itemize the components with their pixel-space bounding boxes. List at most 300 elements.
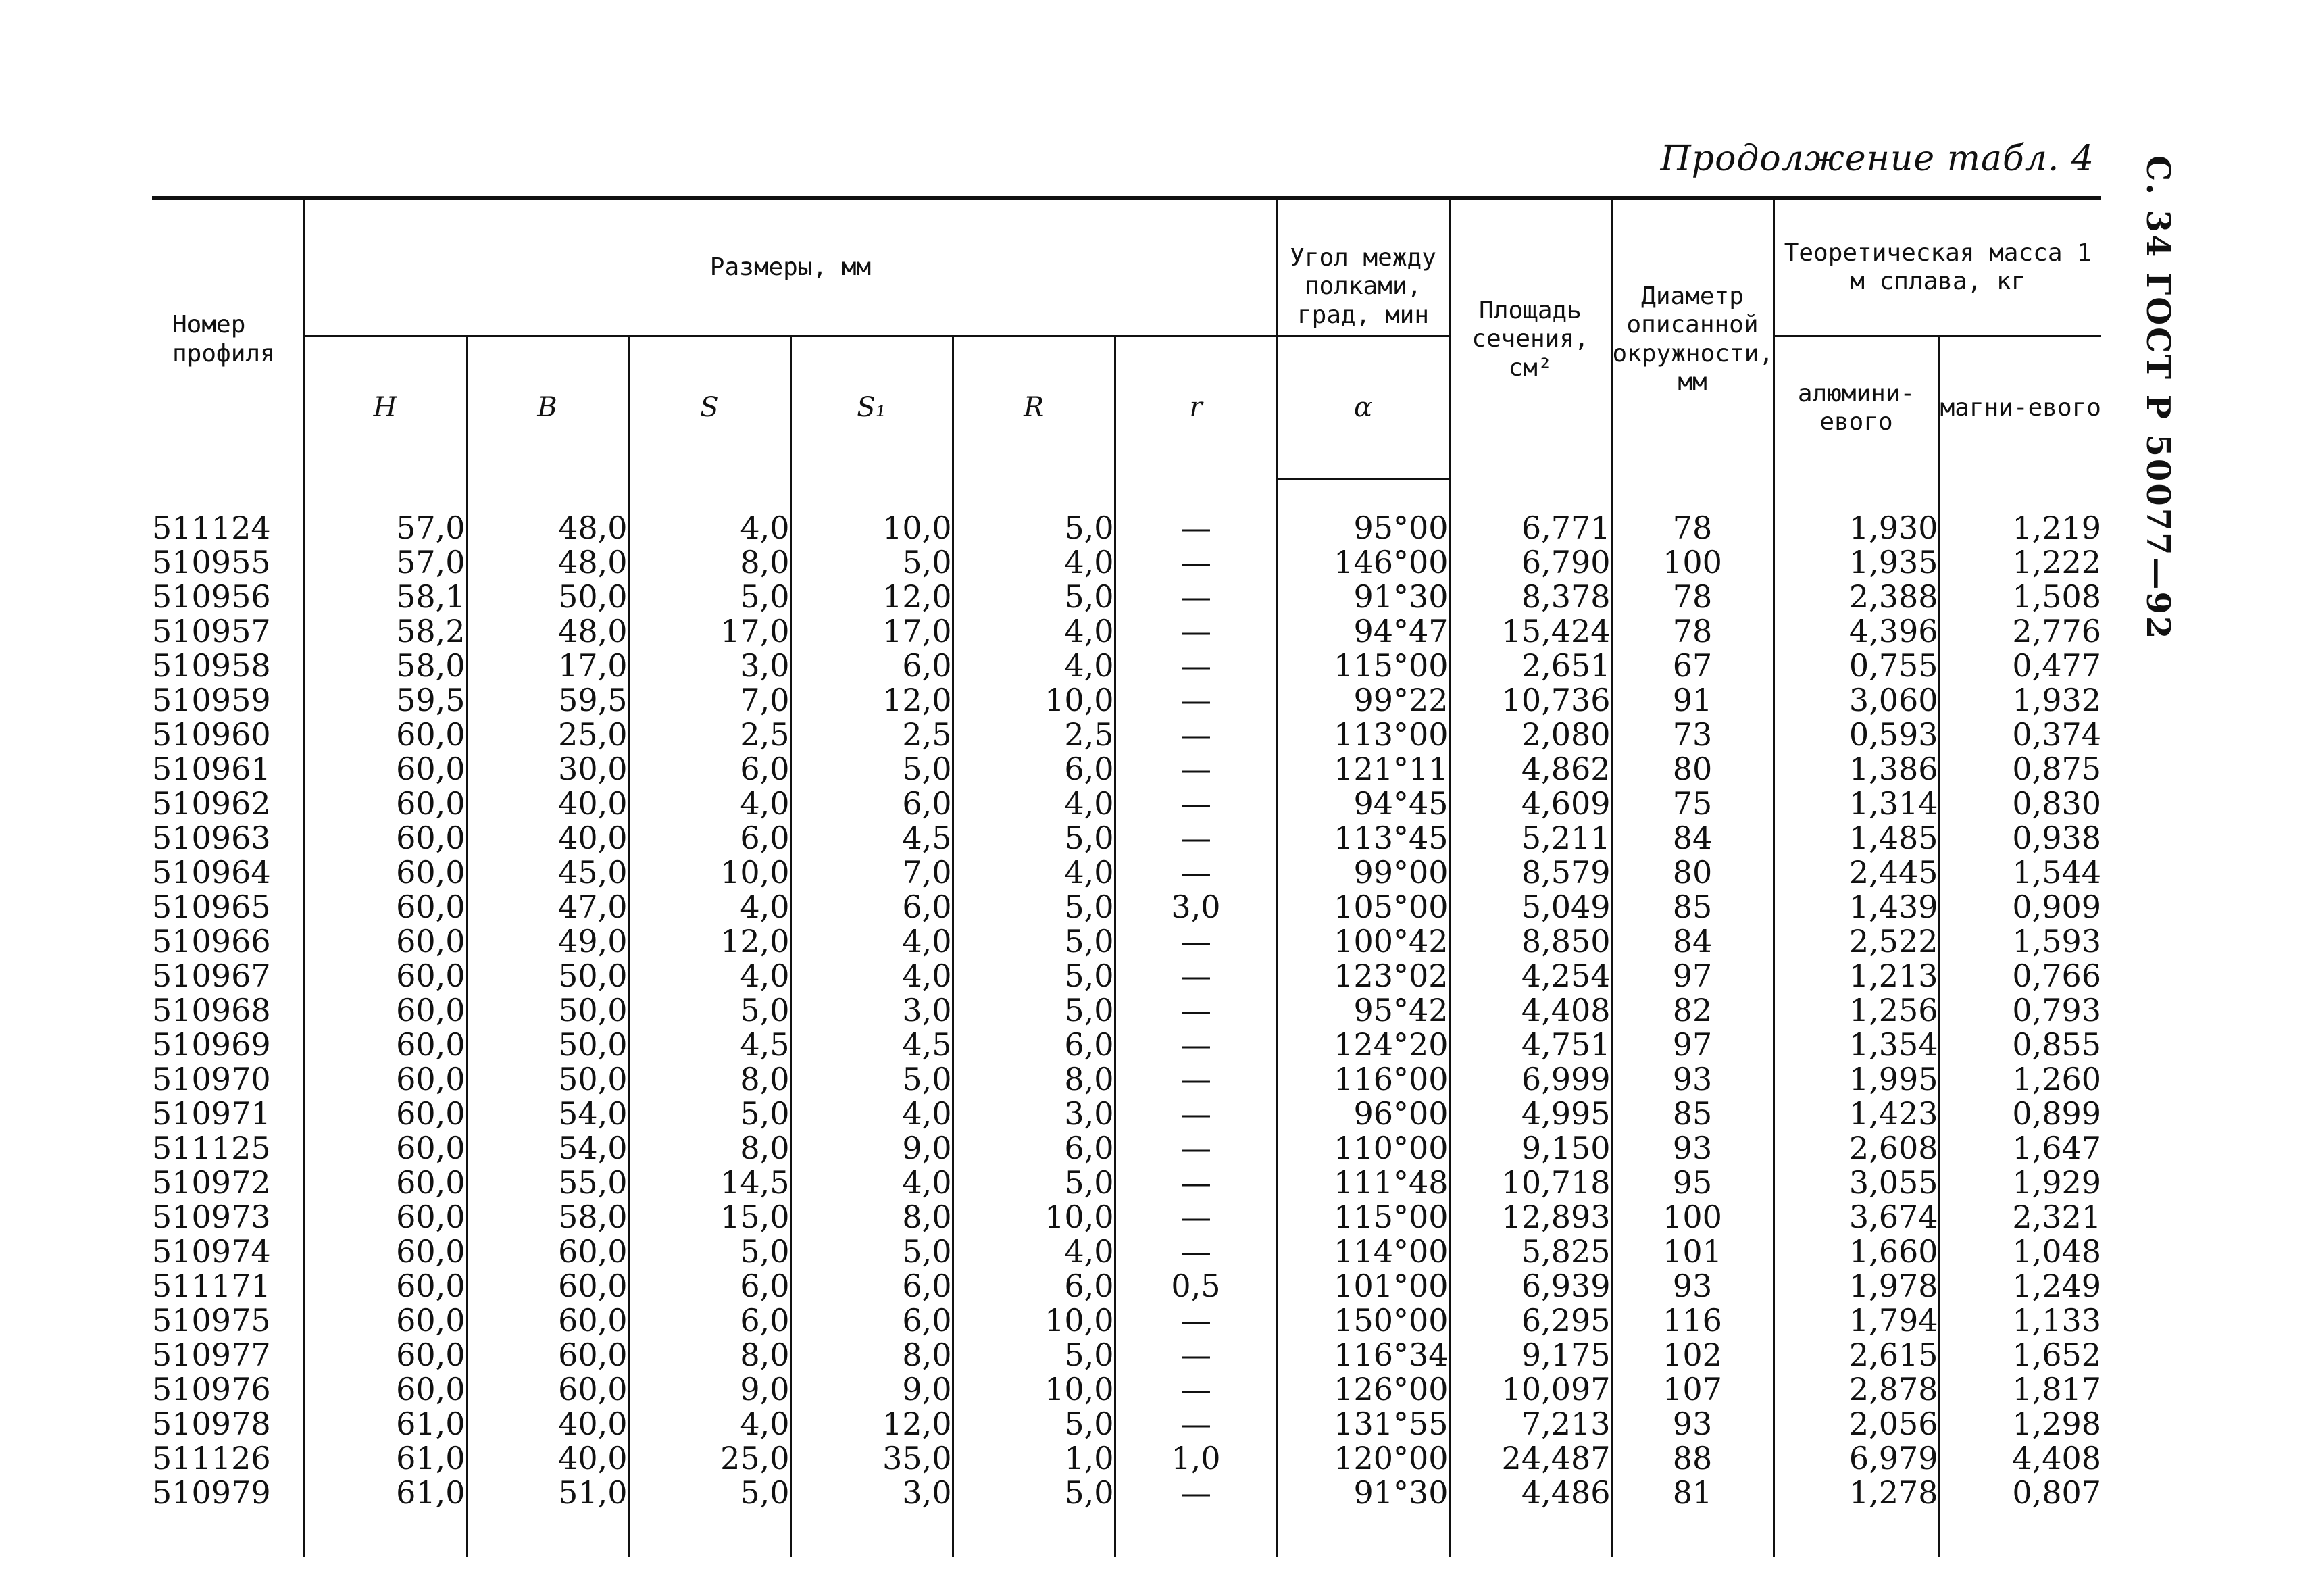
profiles-table [152, 196, 2101, 1557]
cell-dim-r-lower: — [1115, 787, 1277, 821]
cell-dim-s1: 5,0 [790, 1235, 953, 1269]
cell-diameter: 84 [1611, 821, 1774, 855]
cell-dim-r-upper: 2,5 [953, 718, 1115, 752]
cell-dim-r-upper: 10,0 [953, 1372, 1115, 1407]
cell-area: 9,175 [1449, 1338, 1611, 1372]
cell-angle: 126°00 [1277, 1372, 1449, 1407]
cell-mass-magnesium: 1,222 [1939, 545, 2101, 580]
cell-dim-s1: 5,0 [790, 1062, 953, 1097]
cell-dim-s: 12,0 [628, 924, 790, 959]
table-row [152, 1269, 2101, 1303]
cell-dim-h: 60,0 [304, 1097, 466, 1131]
table-row [152, 1303, 2101, 1338]
cell-dim-b: 50,0 [466, 1062, 628, 1097]
cell-diameter: 91 [1611, 683, 1774, 718]
cell-mass-magnesium: 1,260 [1939, 1062, 2101, 1097]
cell-dim-s: 15,0 [628, 1200, 790, 1235]
cell-profile-number: 510967 [152, 957, 271, 994]
cell-dim-s1: 4,0 [790, 959, 953, 993]
cell-angle: 94°47 [1277, 614, 1449, 649]
table-row [152, 1372, 2101, 1407]
cell-area: 4,408 [1449, 993, 1611, 1028]
cell-dim-r-lower: — [1115, 1131, 1277, 1166]
cell-angle: 99°22 [1277, 683, 1449, 718]
cell-area: 4,254 [1449, 959, 1611, 993]
cell-dim-s: 6,0 [628, 1269, 790, 1303]
cell-dim-r-upper: 10,0 [953, 1200, 1115, 1235]
cell-dim-r-lower: — [1115, 752, 1277, 787]
cell-dim-r-upper: 5,0 [953, 1407, 1115, 1441]
cell-area: 8,579 [1449, 855, 1611, 890]
header-dim-h: H [304, 336, 466, 480]
cell-profile-number: 510971 [152, 1095, 271, 1132]
cell-dim-h: 60,0 [304, 1062, 466, 1097]
cell-mass-magnesium: 0,374 [1939, 718, 2101, 752]
cell-dim-r-lower: — [1115, 1200, 1277, 1235]
cell-dim-h: 59,5 [304, 683, 466, 718]
table-row [152, 1407, 2101, 1441]
cell-dim-h: 60,0 [304, 890, 466, 924]
cell-dim-b: 47,0 [466, 890, 628, 924]
cell-mass-magnesium: 1,219 [1939, 511, 2101, 545]
table-body [152, 479, 2101, 1557]
table-row [152, 1476, 2101, 1510]
cell-dim-r-lower: — [1115, 649, 1277, 683]
cell-dim-r-upper: 5,0 [953, 1166, 1115, 1200]
cell-mass-aluminium: 3,060 [1774, 683, 1939, 718]
cell-dim-s1: 6,0 [790, 649, 953, 683]
cell-angle: 111°48 [1277, 1166, 1449, 1200]
cell-angle: 95°00 [1277, 511, 1449, 545]
table-caption: Продолжение табл. 4 [1660, 139, 2094, 179]
cell-dim-s1: 6,0 [790, 787, 953, 821]
cell-dim-r-upper: 5,0 [953, 821, 1115, 855]
header-dim-s: S [628, 336, 790, 480]
cell-diameter: 75 [1611, 787, 1774, 821]
cell-area: 5,049 [1449, 890, 1611, 924]
cell-diameter: 80 [1611, 752, 1774, 787]
cell-dim-r-lower: — [1115, 855, 1277, 890]
cell-dim-r-lower: — [1115, 683, 1277, 718]
cell-profile-number: 510976 [152, 1371, 271, 1407]
cell-area: 6,939 [1449, 1269, 1611, 1303]
cell-dim-h: 60,0 [304, 924, 466, 959]
header-profile-number: Номер профиля [152, 198, 304, 479]
cell-dim-s1: 2,5 [790, 718, 953, 752]
cell-mass-aluminium: 1,213 [1774, 959, 1939, 993]
cell-profile-number: 510974 [152, 1233, 271, 1270]
cell-dim-r-upper: 6,0 [953, 1269, 1115, 1303]
cell-dim-s: 3,0 [628, 649, 790, 683]
cell-dim-s1: 17,0 [790, 614, 953, 649]
cell-dim-r-upper: 3,0 [953, 1097, 1115, 1131]
cell-dim-r-lower: — [1115, 1372, 1277, 1407]
header-dim-r-lower: r [1115, 336, 1277, 480]
table-header [152, 198, 2101, 479]
cell-area: 5,211 [1449, 821, 1611, 855]
table-row [152, 718, 2101, 752]
cell-dim-h: 60,0 [304, 718, 466, 752]
cell-mass-magnesium: 1,652 [1939, 1338, 2101, 1372]
cell-profile-number: 510962 [152, 785, 271, 822]
cell-angle: 120°00 [1277, 1441, 1449, 1476]
cell-diameter: 107 [1611, 1372, 1774, 1407]
cell-dim-h: 60,0 [304, 1200, 466, 1235]
table-row [152, 924, 2101, 959]
cell-angle: 95°42 [1277, 993, 1449, 1028]
cell-area: 7,213 [1449, 1407, 1611, 1441]
cell-dim-s1: 12,0 [790, 580, 953, 614]
cell-area: 8,378 [1449, 580, 1611, 614]
cell-profile-number: 510968 [152, 992, 271, 1028]
cell-mass-aluminium: 2,445 [1774, 855, 1939, 890]
cell-dim-s: 4,0 [628, 890, 790, 924]
cell-mass-aluminium: 1,485 [1774, 821, 1939, 855]
cell-dim-h: 60,0 [304, 752, 466, 787]
cell-mass-magnesium: 0,793 [1939, 993, 2101, 1028]
cell-mass-magnesium: 4,408 [1939, 1441, 2101, 1476]
table-row [152, 787, 2101, 821]
cell-dim-h: 58,2 [304, 614, 466, 649]
cell-diameter: 100 [1611, 1200, 1774, 1235]
cell-mass-magnesium: 1,298 [1939, 1407, 2101, 1441]
cell-mass-aluminium: 0,593 [1774, 718, 1939, 752]
table-row [152, 993, 2101, 1028]
cell-dim-b: 30,0 [466, 752, 628, 787]
cell-area: 6,771 [1449, 511, 1611, 545]
cell-area: 6,295 [1449, 1303, 1611, 1338]
cell-mass-magnesium: 0,855 [1939, 1028, 2101, 1062]
cell-dim-r-upper: 5,0 [953, 959, 1115, 993]
cell-dim-s: 8,0 [628, 1131, 790, 1166]
cell-dim-h: 57,0 [304, 511, 466, 545]
table-row [152, 1131, 2101, 1166]
cell-angle: 116°34 [1277, 1338, 1449, 1372]
cell-dim-b: 60,0 [466, 1235, 628, 1269]
cell-dim-s1: 3,0 [790, 1476, 953, 1510]
cell-dim-s1: 6,0 [790, 1269, 953, 1303]
cell-mass-magnesium: 1,249 [1939, 1269, 2101, 1303]
cell-mass-magnesium: 2,776 [1939, 614, 2101, 649]
cell-dim-b: 54,0 [466, 1131, 628, 1166]
cell-mass-aluminium: 1,386 [1774, 752, 1939, 787]
cell-dim-h: 60,0 [304, 1166, 466, 1200]
cell-dim-r-lower: — [1115, 1303, 1277, 1338]
header-mass-magnesium: магни-евого [1939, 336, 2101, 480]
cell-diameter: 73 [1611, 718, 1774, 752]
cell-profile-number: 511171 [152, 1268, 271, 1304]
cell-area: 4,609 [1449, 787, 1611, 821]
cell-diameter: 102 [1611, 1338, 1774, 1372]
cell-area: 10,736 [1449, 683, 1611, 718]
cell-dim-r-upper: 5,0 [953, 924, 1115, 959]
cell-dim-s: 2,5 [628, 718, 790, 752]
cell-diameter: 88 [1611, 1441, 1774, 1476]
cell-dim-r-upper: 5,0 [953, 511, 1115, 545]
cell-profile-number: 510970 [152, 1061, 271, 1097]
cell-mass-magnesium: 0,477 [1939, 649, 2101, 683]
table-row [152, 821, 2101, 855]
cell-area: 4,862 [1449, 752, 1611, 787]
cell-mass-aluminium: 1,794 [1774, 1303, 1939, 1338]
cell-dim-r-lower: — [1115, 718, 1277, 752]
table-row [152, 1200, 2101, 1235]
cell-dim-s: 10,0 [628, 855, 790, 890]
cell-dim-s: 5,0 [628, 1097, 790, 1131]
table-row [152, 1097, 2101, 1131]
cell-dim-s1: 6,0 [790, 890, 953, 924]
cell-diameter: 116 [1611, 1303, 1774, 1338]
cell-dim-r-upper: 4,0 [953, 649, 1115, 683]
cell-dim-r-lower: — [1115, 614, 1277, 649]
cell-angle: 100°42 [1277, 924, 1449, 959]
cell-dim-r-lower: — [1115, 511, 1277, 545]
cell-dim-s: 5,0 [628, 1235, 790, 1269]
cell-mass-aluminium: 1,439 [1774, 890, 1939, 924]
cell-mass-magnesium: 0,766 [1939, 959, 2101, 993]
cell-dim-s1: 8,0 [790, 1338, 953, 1372]
cell-dim-r-lower: 3,0 [1115, 890, 1277, 924]
cell-area: 9,150 [1449, 1131, 1611, 1166]
header-dimensions-group: Размеры, мм [304, 198, 1277, 336]
cell-angle: 146°00 [1277, 545, 1449, 580]
cell-area: 15,424 [1449, 614, 1611, 649]
cell-mass-magnesium: 1,048 [1939, 1235, 2101, 1269]
header-mass-group: Теоретическая масса 1 м сплава, кг [1774, 198, 2101, 336]
cell-dim-s1: 7,0 [790, 855, 953, 890]
cell-mass-magnesium: 1,133 [1939, 1303, 2101, 1338]
header-dim-s1: S₁ [790, 336, 953, 480]
cell-dim-s1: 9,0 [790, 1372, 953, 1407]
cell-dim-h: 60,0 [304, 1269, 466, 1303]
cell-dim-s: 4,0 [628, 1407, 790, 1441]
cell-profile-number: 510955 [152, 544, 271, 580]
cell-dim-b: 50,0 [466, 959, 628, 993]
cell-dim-b: 60,0 [466, 1372, 628, 1407]
cell-dim-h: 60,0 [304, 1372, 466, 1407]
cell-mass-aluminium: 1,995 [1774, 1062, 1939, 1097]
cell-dim-b: 60,0 [466, 1303, 628, 1338]
cell-dim-r-lower: — [1115, 1235, 1277, 1269]
cell-dim-s1: 4,5 [790, 1028, 953, 1062]
cell-mass-magnesium: 2,321 [1939, 1200, 2101, 1235]
cell-mass-magnesium: 1,647 [1939, 1131, 2101, 1166]
table-row [152, 580, 2101, 614]
cell-dim-s1: 5,0 [790, 752, 953, 787]
cell-dim-s: 5,0 [628, 1476, 790, 1510]
cell-angle: 94°45 [1277, 787, 1449, 821]
cell-dim-s: 8,0 [628, 1062, 790, 1097]
cell-dim-s1: 10,0 [790, 511, 953, 545]
cell-area: 4,751 [1449, 1028, 1611, 1062]
cell-angle: 110°00 [1277, 1131, 1449, 1166]
cell-mass-aluminium: 6,979 [1774, 1441, 1939, 1476]
cell-dim-h: 60,0 [304, 959, 466, 993]
cell-dim-s: 14,5 [628, 1166, 790, 1200]
page-side-header: С. 34 ГОСТ Р 50077—92 [2139, 155, 2177, 641]
cell-mass-magnesium: 1,593 [1939, 924, 2101, 959]
cell-area: 12,893 [1449, 1200, 1611, 1235]
table-row [152, 614, 2101, 649]
cell-profile-number: 510960 [152, 716, 271, 753]
cell-mass-aluminium: 4,396 [1774, 614, 1939, 649]
cell-dim-r-lower: — [1115, 545, 1277, 580]
cell-dim-s1: 12,0 [790, 683, 953, 718]
cell-dim-b: 60,0 [466, 1269, 628, 1303]
cell-angle: 150°00 [1277, 1303, 1449, 1338]
cell-dim-h: 60,0 [304, 821, 466, 855]
cell-dim-h: 57,0 [304, 545, 466, 580]
cell-dim-r-lower: — [1115, 959, 1277, 993]
cell-area: 5,825 [1449, 1235, 1611, 1269]
cell-dim-r-lower: 1,0 [1115, 1441, 1277, 1476]
header-angle-symbol: α [1277, 336, 1449, 480]
cell-dim-s: 4,0 [628, 959, 790, 993]
cell-mass-magnesium: 0,938 [1939, 821, 2101, 855]
cell-profile-number: 510969 [152, 1026, 271, 1063]
header-mass-aluminium: алюмини-евого [1774, 336, 1939, 480]
cell-profile-number: 510958 [152, 647, 271, 684]
table-row [152, 752, 2101, 787]
cell-dim-r-upper: 5,0 [953, 993, 1115, 1028]
cell-dim-s1: 4,5 [790, 821, 953, 855]
cell-dim-r-lower: — [1115, 1097, 1277, 1131]
cell-profile-number: 510959 [152, 682, 271, 718]
cell-profile-number: 510977 [152, 1337, 271, 1373]
cell-profile-number: 510961 [152, 751, 271, 787]
cell-dim-r-lower: — [1115, 1338, 1277, 1372]
cell-profile-number: 510973 [152, 1199, 271, 1235]
cell-dim-b: 55,0 [466, 1166, 628, 1200]
cell-mass-aluminium: 2,878 [1774, 1372, 1939, 1407]
cell-mass-magnesium: 0,875 [1939, 752, 2101, 787]
cell-area: 4,486 [1449, 1476, 1611, 1510]
cell-angle: 113°00 [1277, 718, 1449, 752]
cell-mass-aluminium: 1,930 [1774, 511, 1939, 545]
cell-angle: 124°20 [1277, 1028, 1449, 1062]
cell-angle: 105°00 [1277, 890, 1449, 924]
cell-dim-s1: 12,0 [790, 1407, 953, 1441]
cell-dim-s: 4,0 [628, 511, 790, 545]
cell-dim-b: 59,5 [466, 683, 628, 718]
cell-angle: 99°00 [1277, 855, 1449, 890]
cell-angle: 115°00 [1277, 1200, 1449, 1235]
cell-dim-r-upper: 4,0 [953, 614, 1115, 649]
cell-profile-number: 511124 [152, 509, 271, 546]
cell-angle: 131°55 [1277, 1407, 1449, 1441]
cell-profile-number: 510957 [152, 613, 271, 649]
cell-dim-b: 50,0 [466, 1028, 628, 1062]
cell-dim-b: 40,0 [466, 787, 628, 821]
cell-dim-s1: 8,0 [790, 1200, 953, 1235]
cell-dim-r-lower: — [1115, 993, 1277, 1028]
cell-dim-r-upper: 6,0 [953, 752, 1115, 787]
cell-dim-s1: 4,0 [790, 1097, 953, 1131]
cell-mass-magnesium: 1,817 [1939, 1372, 2101, 1407]
cell-area: 10,097 [1449, 1372, 1611, 1407]
cell-mass-magnesium: 0,830 [1939, 787, 2101, 821]
cell-diameter: 93 [1611, 1062, 1774, 1097]
cell-dim-r-upper: 4,0 [953, 1235, 1115, 1269]
cell-dim-r-upper: 6,0 [953, 1028, 1115, 1062]
cell-dim-r-lower: — [1115, 580, 1277, 614]
cell-mass-aluminium: 1,935 [1774, 545, 1939, 580]
table-row [152, 1166, 2101, 1200]
cell-dim-r-lower: — [1115, 924, 1277, 959]
cell-area: 4,995 [1449, 1097, 1611, 1131]
cell-profile-number: 510975 [152, 1302, 271, 1339]
cell-mass-aluminium: 1,256 [1774, 993, 1939, 1028]
cell-dim-h: 60,0 [304, 993, 466, 1028]
cell-mass-aluminium: 1,423 [1774, 1097, 1939, 1131]
header-area: Площадь сечения, см² [1449, 198, 1611, 479]
cell-dim-r-upper: 1,0 [953, 1441, 1115, 1476]
cell-dim-s1: 5,0 [790, 545, 953, 580]
cell-angle: 91°30 [1277, 1476, 1449, 1510]
cell-mass-magnesium: 1,544 [1939, 855, 2101, 890]
header-diameter: Диаметр описанной окружности, мм [1611, 198, 1774, 479]
cell-mass-aluminium: 1,660 [1774, 1235, 1939, 1269]
table-row [152, 1028, 2101, 1062]
cell-mass-magnesium: 1,508 [1939, 580, 2101, 614]
cell-dim-b: 25,0 [466, 718, 628, 752]
cell-dim-s: 8,0 [628, 1338, 790, 1372]
cell-mass-aluminium: 2,608 [1774, 1131, 1939, 1166]
cell-dim-b: 50,0 [466, 993, 628, 1028]
table-row [152, 1235, 2101, 1269]
cell-dim-s1: 4,0 [790, 1166, 953, 1200]
header-dim-r-upper: R [953, 336, 1115, 480]
header-angle: Угол между полками, град, мин [1277, 198, 1449, 336]
cell-dim-s: 6,0 [628, 821, 790, 855]
cell-dim-b: 49,0 [466, 924, 628, 959]
cell-dim-r-lower: 0,5 [1115, 1269, 1277, 1303]
table-row [152, 683, 2101, 718]
cell-dim-s: 6,0 [628, 752, 790, 787]
cell-dim-r-upper: 4,0 [953, 787, 1115, 821]
cell-profile-number: 510965 [152, 889, 271, 925]
cell-diameter: 78 [1611, 511, 1774, 545]
cell-dim-b: 54,0 [466, 1097, 628, 1131]
cell-area: 6,790 [1449, 545, 1611, 580]
cell-diameter: 101 [1611, 1235, 1774, 1269]
cell-profile-number: 510956 [152, 578, 271, 615]
cell-dim-r-lower: — [1115, 1166, 1277, 1200]
cell-dim-s: 17,0 [628, 614, 790, 649]
cell-diameter: 85 [1611, 890, 1774, 924]
cell-dim-r-upper: 10,0 [953, 1303, 1115, 1338]
cell-profile-number: 510963 [152, 820, 271, 856]
cell-profile-number: 511125 [152, 1130, 271, 1166]
cell-dim-h: 60,0 [304, 1303, 466, 1338]
cell-dim-h: 58,0 [304, 649, 466, 683]
cell-diameter: 67 [1611, 649, 1774, 683]
cell-mass-aluminium: 2,522 [1774, 924, 1939, 959]
cell-dim-r-lower: — [1115, 1028, 1277, 1062]
cell-profile-number: 510979 [152, 1474, 271, 1511]
cell-dim-b: 40,0 [466, 821, 628, 855]
cell-diameter: 82 [1611, 993, 1774, 1028]
cell-dim-b: 40,0 [466, 1441, 628, 1476]
cell-diameter: 93 [1611, 1407, 1774, 1441]
cell-dim-b: 40,0 [466, 1407, 628, 1441]
cell-diameter: 95 [1611, 1166, 1774, 1200]
cell-dim-r-upper: 5,0 [953, 1476, 1115, 1510]
cell-dim-r-upper: 10,0 [953, 683, 1115, 718]
cell-dim-r-upper: 8,0 [953, 1062, 1115, 1097]
cell-mass-aluminium: 2,615 [1774, 1338, 1939, 1372]
cell-profile-number: 510978 [152, 1405, 271, 1442]
